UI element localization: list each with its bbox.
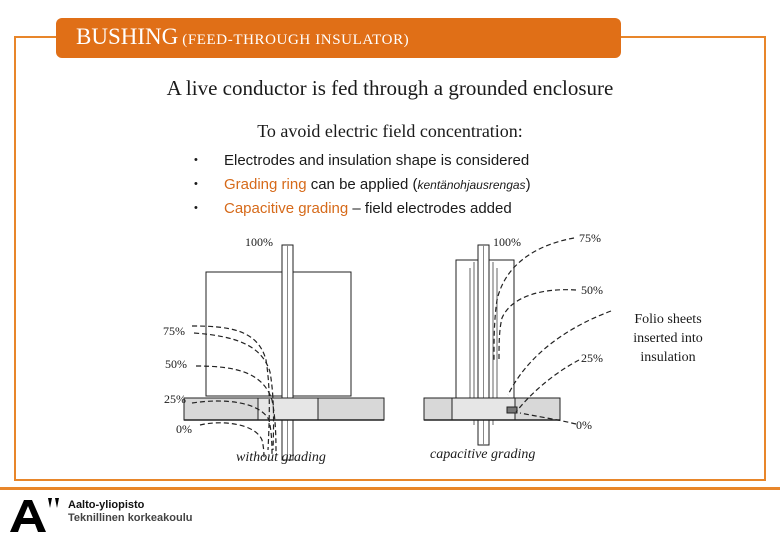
left-label-100: 100% — [245, 235, 273, 249]
left-label-75: 75% — [163, 324, 185, 338]
bullet-italic: kentänohjausrengas — [417, 178, 526, 192]
left-gap — [258, 398, 318, 420]
bullet-text: can be applied ( — [306, 176, 418, 193]
logo-name: Aalto-yliopisto — [68, 499, 145, 511]
right-plate-r — [515, 398, 560, 420]
bullet-tail: ) — [525, 176, 531, 193]
intro-text: To avoid electric field concentration: — [257, 121, 523, 141]
bullet-text: Electrodes and insulation shape is considered — [224, 152, 530, 169]
folio-note: Folio sheets inserted into insulation — [633, 312, 703, 365]
left-plate-l — [184, 398, 258, 420]
right-plate-l — [424, 398, 452, 420]
right-foil-end — [507, 407, 517, 413]
bullet-icon: • — [194, 202, 198, 214]
logo-dept: Teknillinen korkeakoulu — [68, 512, 193, 524]
left-label-25: 25% — [164, 392, 186, 406]
right-label-100: 100% — [493, 235, 521, 249]
right-label-75: 75% — [579, 231, 601, 245]
right-caption: capacitive grading — [430, 447, 536, 462]
left-label-0: 0% — [176, 422, 192, 436]
right-gap — [452, 398, 515, 420]
bullet-icon: • — [194, 154, 198, 166]
left-label-50: 50% — [165, 357, 187, 371]
title-sub: (FEED-THROUGH INSULATOR) — [182, 32, 410, 48]
right-label-25: 25% — [581, 351, 603, 365]
aalto-logo-icon — [8, 494, 64, 534]
left-field-lines — [192, 326, 276, 460]
right-label-50: 50% — [581, 283, 603, 297]
right-bushing — [424, 245, 560, 445]
bullet-highlight: Capacitive grading — [224, 200, 349, 217]
left-plate-r — [318, 398, 384, 420]
title-main: BUSHING — [76, 24, 179, 49]
right-label-0: 0% — [576, 418, 592, 432]
left-bushing — [184, 245, 384, 460]
bullet-highlight: Grading ring — [224, 176, 307, 193]
subtitle: A live conductor is fed through a grounded enclosure — [166, 76, 614, 100]
bullet-icon: • — [194, 178, 198, 190]
left-insulator-body — [206, 272, 351, 396]
bullet-text: – field electrodes added — [348, 200, 512, 217]
left-caption: without grading — [236, 450, 326, 465]
right-field-lines — [494, 238, 611, 424]
footer-bar — [0, 487, 780, 490]
